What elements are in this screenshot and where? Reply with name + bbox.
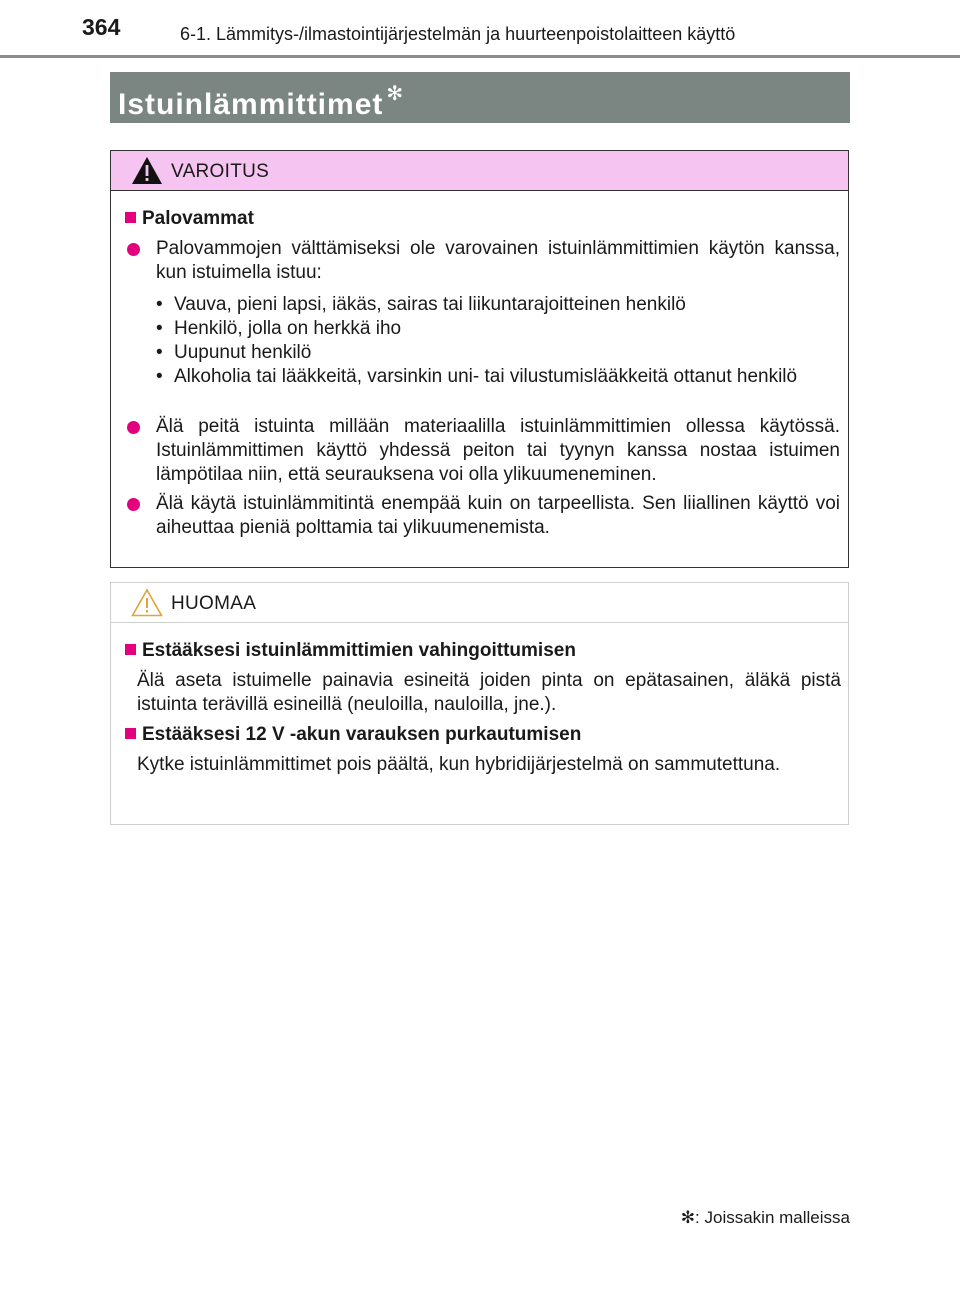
square-bullet-icon [125,644,136,655]
round-bullet-icon [127,243,140,256]
notice-box [110,582,849,825]
round-bullet-icon [127,421,140,434]
section-asterisk: ✻ [386,83,405,105]
square-bullet-icon [125,728,136,739]
section-title: Istuinlämmittimet ✻ [118,83,405,121]
notice-label: HUOMAA [171,593,257,614]
header-rule [0,55,960,58]
list-item: • Vauva, pieni lapsi, iäkäs, sairas tai liikuntarajoitteinen henkilö [156,293,840,317]
warning-item-1: Palovammojen välttämiseksi ole varovainen istuinlämmittimien käytön kanssa, kun istuimella istuu: [156,238,840,283]
warning-heading: Palovammat [125,208,254,230]
round-bullet-icon [127,498,140,511]
caution-triangle-icon [131,588,163,617]
warning-box [110,150,849,568]
footnote-text: : Joissakin malleissa [695,1208,850,1227]
warning-bullet-list [156,293,840,389]
list-item: • Alkoholia tai lääkkeitä, varsinkin uni- tai vilustumislääkkeitä ottanut henkilö [156,365,840,389]
square-bullet-icon [125,212,136,223]
warning-box-header [111,151,848,191]
chapter-title: 6-1. Lämmitys-/ilmastointijärjestelmän ja huurteenpoistolaitteen käyttö [180,24,736,44]
notice-text-2: Kytke istuinlämmittimet pois päältä, kun hybridijärjestelmä on sammutettuna. [137,754,781,775]
notice-heading-1: Estääksesi istuinlämmittimien vahingoittumisen [125,640,576,662]
list-item: • Uupunut henkilö [156,341,840,365]
footnote [681,1208,850,1228]
notice-box-header [111,583,848,623]
warning-triangle-icon [131,156,163,185]
list-item: • Henkilö, jolla on herkkä iho [156,317,840,341]
warning-label: VAROITUS [171,161,270,182]
section-banner [110,72,850,123]
footnote-asterisk: ✻ [680,1208,696,1227]
warning-item-3: Älä käytä istuinlämmitintä enempää kuin on tarpeellista. Sen liiallinen käyttö voi aiheuttaa pieniä polttamia tai ylikuumenemista. [156,493,840,538]
page-number: 364 [82,14,121,40]
warning-item-2: Älä peitä istuinta millään materiaalilla istuinlämmittimien ollessa käytössä. Istuinlämmittimen käyttö yhdessä peiton tai tyynyn kanssa nostaa istuimen lämpötilaa niin, että seurauksena voi olla ylikuumeneminen. [156,416,840,485]
notice-text-1: Älä aseta istuimelle painavia esineitä joiden pinta on epätasainen, äläkä pistä istuinta terävillä esineillä (neuloilla, nauloilla, jne.). [137,670,841,715]
notice-heading-2: Estääksesi 12 V -akun varauksen purkautumisen [125,724,581,746]
